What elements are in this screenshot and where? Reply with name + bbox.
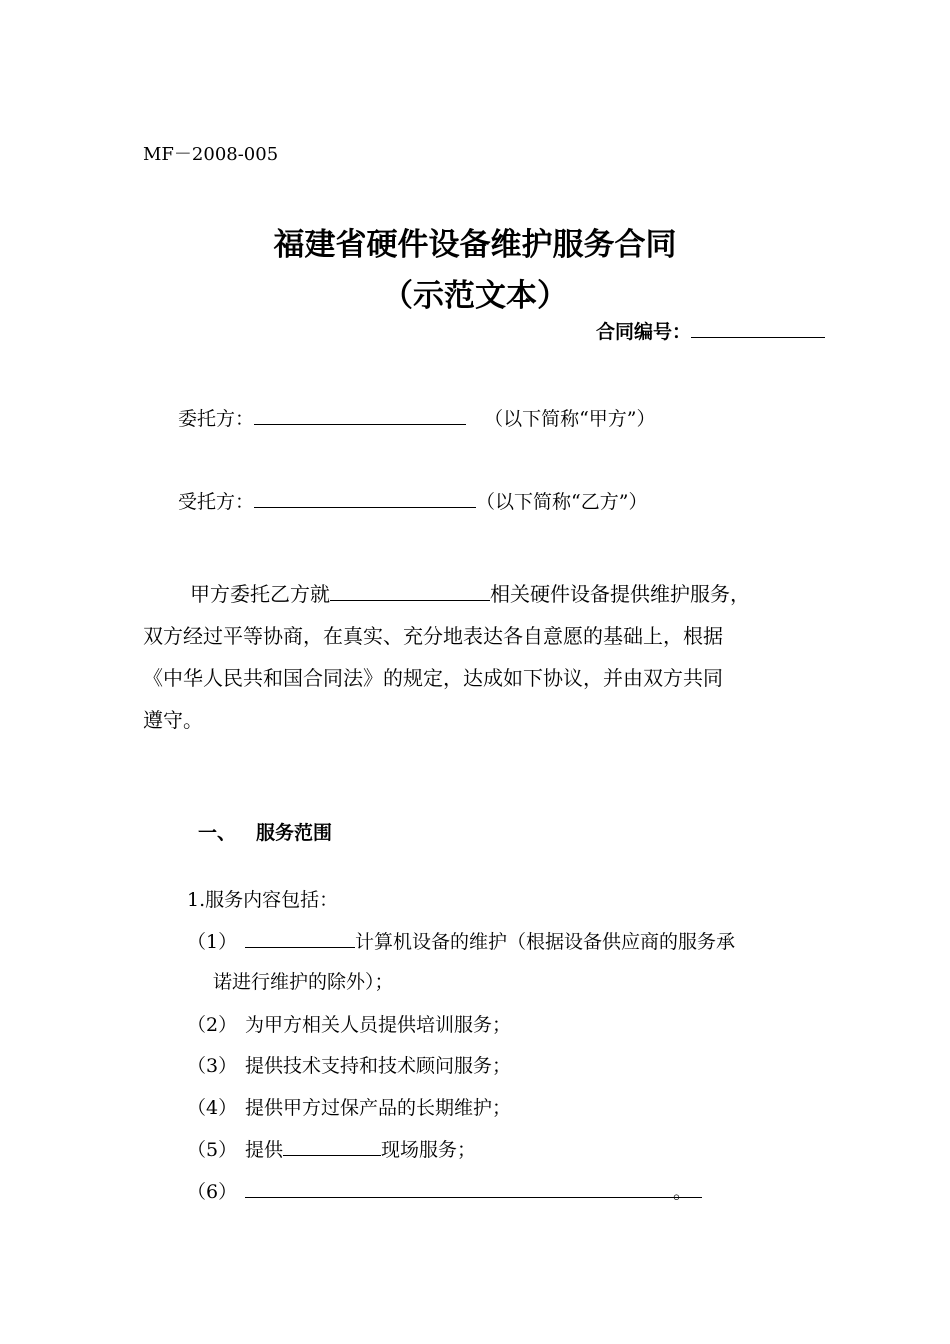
list-item-continuation: 诺进行维护的除外）； [213, 971, 394, 993]
service-lead: 1.服务内容包括： [187, 889, 339, 911]
intro-prefix: 甲方委托乙方就 [190, 582, 330, 606]
document-subtitle: （示范文本） [382, 278, 568, 314]
intro-line-1 [190, 578, 750, 607]
contractor-label: 受托方： [178, 491, 255, 513]
item-number: （2） [187, 1014, 238, 1036]
item-text: 提供技术支持和技术顾问服务； [245, 1055, 512, 1077]
client-row [178, 404, 656, 431]
intro-line-2: 双方经过平等协商，在真实、充分地表达各自意愿的基础上，根据 [143, 624, 723, 648]
intro-project-blank[interactable] [330, 580, 490, 601]
document-code: MF－2008-005 [143, 144, 279, 165]
contract-number-label: 合同编号： [596, 321, 692, 343]
section-title: 服务范围 [256, 822, 333, 844]
list-item [187, 1010, 511, 1037]
client-note: （以下简称“甲方”） [484, 408, 656, 430]
intro-line-4: 遵守。 [143, 708, 203, 732]
intro-suffix: 相关硬件设备提供维护服务， [490, 582, 750, 606]
contract-number-blank[interactable] [691, 317, 825, 338]
document-title: 福建省硬件设备维护服务合同 [273, 227, 677, 263]
contract-number-row [596, 317, 825, 344]
item-number: （3） [187, 1055, 238, 1077]
item-number: （5） [187, 1139, 238, 1161]
item-number: （4） [187, 1097, 238, 1119]
item-6-blank[interactable] [245, 1177, 702, 1203]
item-number: （1） [187, 931, 238, 953]
item-text: 计算机设备的维护（根据设备供应商的服务承 [355, 931, 736, 953]
list-item [187, 1135, 476, 1162]
item-text: 为甲方相关人员提供培训服务； [245, 1014, 512, 1036]
list-item [187, 927, 735, 954]
list-item [187, 1177, 702, 1204]
item-text-suffix: 。 [672, 1181, 692, 1203]
intro-line-3: 《中华人民共和国合同法》的规定，达成如下协议，并由双方共同 [143, 666, 723, 690]
item-text-suffix: 现场服务； [381, 1139, 477, 1161]
list-item [187, 1093, 511, 1120]
contractor-row [178, 487, 647, 514]
contractor-note: （以下简称“乙方”） [476, 491, 648, 513]
item-1-blank[interactable] [245, 927, 355, 948]
section-number: 一、 [198, 822, 237, 844]
item-text: 提供甲方过保产品的长期维护； [245, 1097, 512, 1119]
contractor-name-blank[interactable] [254, 487, 476, 508]
client-label: 委托方： [178, 408, 255, 430]
list-item [187, 1051, 511, 1078]
section-heading [198, 818, 332, 845]
item-text: 提供 [245, 1139, 284, 1161]
item-number: （6） [187, 1181, 238, 1203]
client-name-blank[interactable] [254, 404, 466, 425]
item-5-blank[interactable] [283, 1135, 381, 1156]
